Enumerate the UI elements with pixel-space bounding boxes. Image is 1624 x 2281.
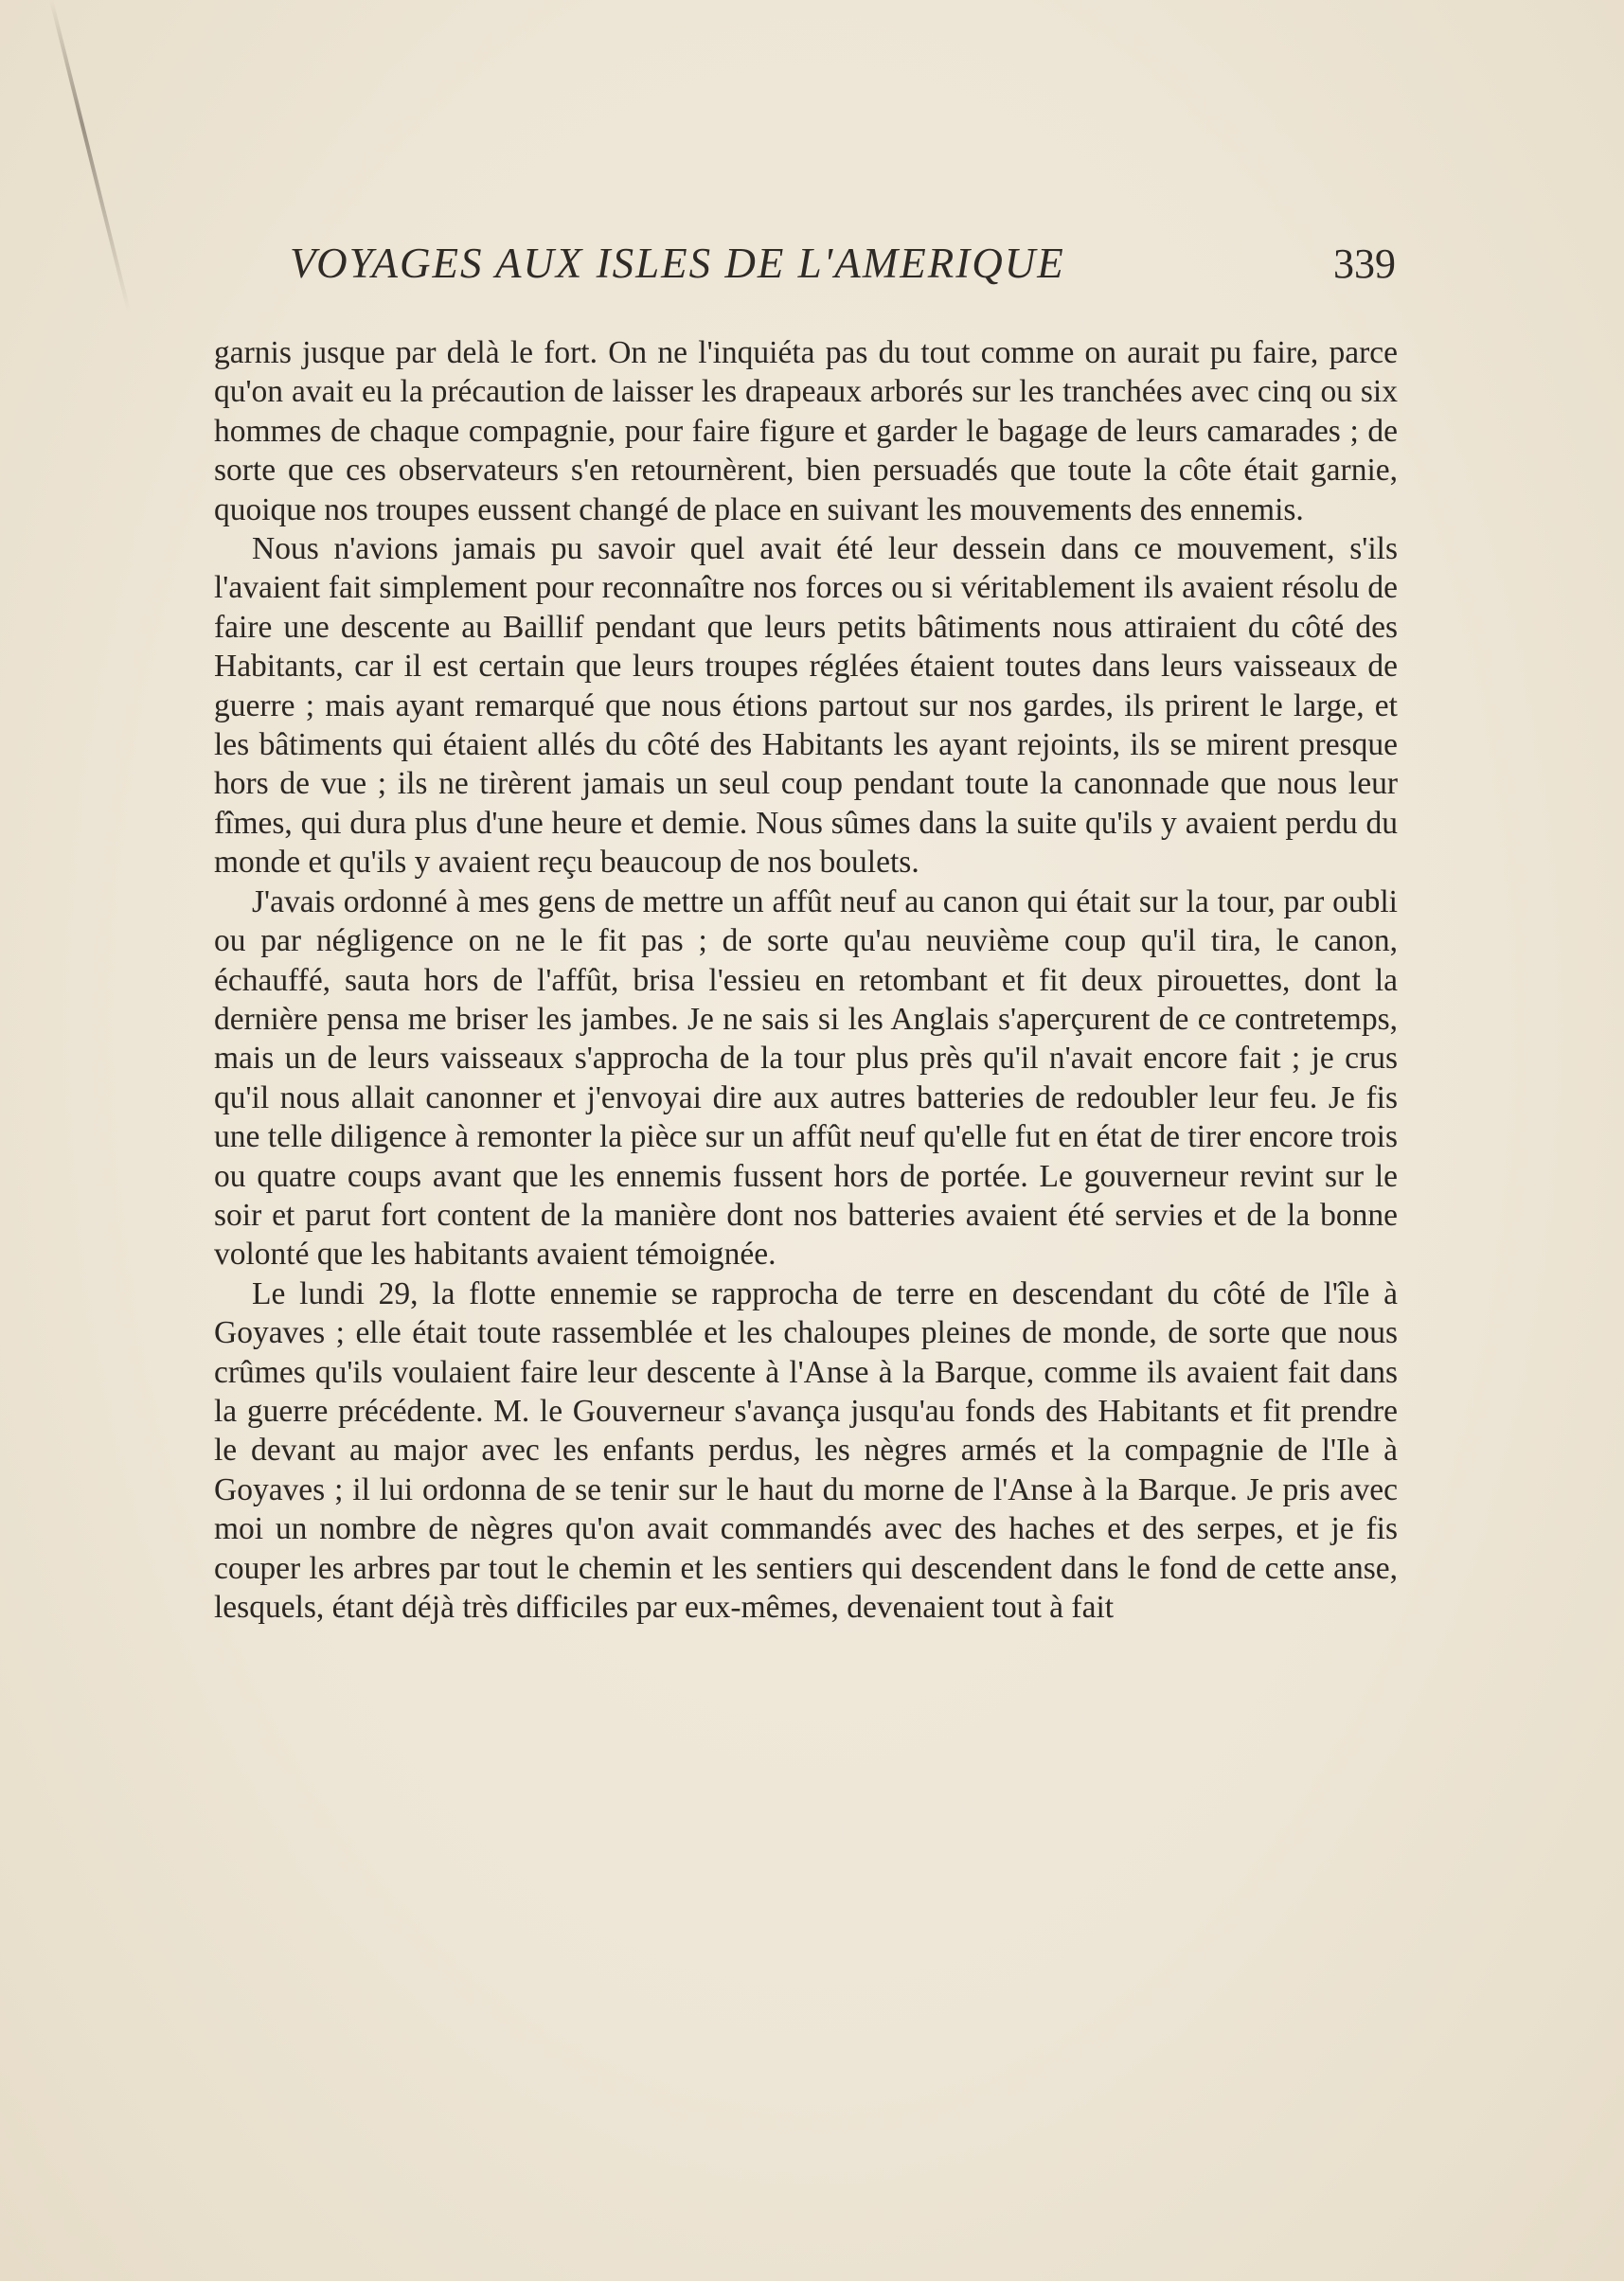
page-edge-shadow bbox=[49, 0, 131, 312]
page-number: 339 bbox=[1333, 241, 1396, 287]
paragraph: Nous n'avions jamais pu savoir quel avait été leur dessein dans ce mouvement, s'ils l'avaient fait simplement pour reconnaître nos forces ou si véritablement ils avaient résolu de faire une descente au Baillif pendant que leurs petits bâtiments nous attiraient du côté des Habitants, car il est certain que leurs troupes réglées étaient toutes dans leurs vaisseaux de guerre ; mais ayant remarqué que nous étions partout sur nos gardes, ils prirent le large, et les bâtiments qui étaient allés du côté des Habitants les ayant rejoints, ils se mirent presque hors de vue ; ils ne tirèrent jamais un seul coup pendant toute la canonnade que nous leur fîmes, qui dura plus d'une heure et demie. Nous sûmes dans la suite qu'ils y avaient perdu du monde et qu'ils y avaient reçu beaucoup de nos boulets. bbox=[214, 531, 1398, 881]
running-title: VOYAGES AUX ISLES DE L'AMERIQUE bbox=[290, 240, 1065, 287]
paragraph: J'avais ordonné à mes gens de mettre un affût neuf au canon qui était sur la tour, par oubli ou par négligence on ne le fit pas ; de sorte qu'au neuvième coup qu'il tira, le canon, échauffé, sauta hors de l'affût, brisa l'essieu en retombant et fit deux pirouettes, dont la dernière pensa me briser les jambes. Je ne sais si les Anglais s'aperçurent de ce contretemps, mais un de leurs vaisseaux s'approcha de la tour plus près qu'il n'avait encore fait ; je crus qu'il nous allait canonner et j'envoyai dire aux autres batteries de redoubler leur feu. Je fis une telle diligence à remonter la pièce sur un affût neuf qu'elle fut en état de tirer encore trois ou quatre coups avant que les ennemis fussent hors de portée. Le gouverneur revint sur le soir et parut fort content de la manière dont nos batteries avaient été servies et de la bonne volonté que les habitants avaient témoignée. bbox=[214, 883, 1398, 1273]
paragraph: garnis jusque par delà le fort. On ne l'inquiéta pas du tout comme on aurait pu faire, parce qu'on avait eu la précaution de laisser les drapeaux arborés sur les tranchées avec cinq ou six hommes de chaque compagnie, pour faire figure et garder le bagage de leurs camarades ; de sorte que ces observateurs s'en retournèrent, bien persuadés que toute la côte était garnie, quoique nos troupes eussent changé de place en suivant les mouvements des ennemis. bbox=[214, 335, 1398, 527]
paragraph: Le lundi 29, la flotte ennemie se rapprocha de terre en descendant du côté de l'île à Goyaves ; elle était toute rassemblée et les chaloupes pleines de monde, de sorte que nous crûmes qu'ils voulaient faire leur descente à l'Anse à la Barque, comme ils avaient fait dans la guerre précédente. M. le Gouverneur s'avança jusqu'au fonds des Habitants et fit prendre le devant au major avec les enfants perdus, les nègres armés et la compagnie de l'Ile à Goyaves ; il lui ordonna de se tenir sur le haut du morne de l'Anse à la Barque. Je pris avec moi un nombre de nègres qu'on avait commandés avec des haches et des serpes, et je fis couper les arbres par tout le chemin et les sentiers qui descendent dans le fond de cette anse, lesquels, étant déjà très difficiles par eux-mêmes, devenaient tout à fait bbox=[214, 1275, 1398, 1625]
body-text bbox=[214, 333, 1398, 1627]
page-header bbox=[290, 239, 1396, 295]
